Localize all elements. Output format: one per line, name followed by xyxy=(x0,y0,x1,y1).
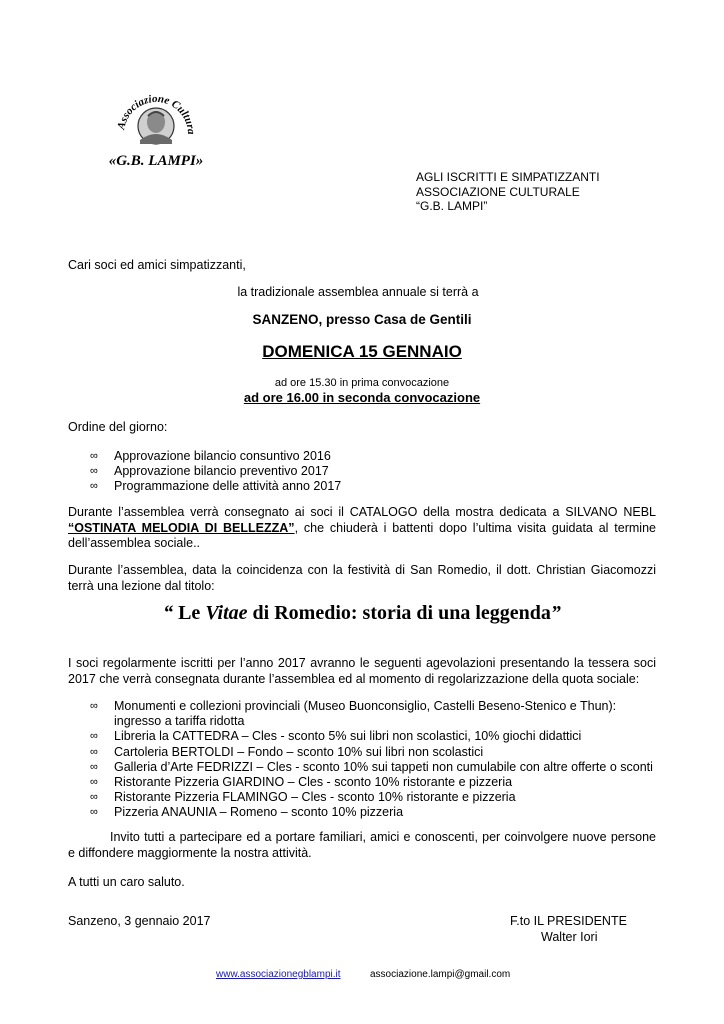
meeting-place: SANZENO, presso Casa de Gentili xyxy=(252,312,472,327)
list-item: ∞ Approvazione bilancio consuntivo 2016 xyxy=(90,449,331,463)
infinity-bullet-icon: ∞ xyxy=(90,745,98,758)
list-item: ∞ Programmazione delle attività anno 2017 xyxy=(90,479,342,494)
first-call: ad ore 15.30 in prima convocazione xyxy=(274,377,450,389)
list-item: ∞ Approvazione bilancio preventivo 2017 xyxy=(90,464,329,479)
infinity-bullet-icon: ∞ xyxy=(90,480,98,493)
salutation: Cari soci ed amici simpatizzanti, xyxy=(68,258,246,272)
recipient-line: “G.B. LAMPI” xyxy=(416,199,488,213)
list-item: ∞ Galleria d’Arte FEDRIZZI – Cles - sconto 10% sui tappeti non cumulabile con altre offerte o sconti xyxy=(90,759,653,774)
logo-portrait-icon xyxy=(96,82,216,162)
infinity-bullet-icon: ∞ xyxy=(90,700,98,712)
lecture-intro: Durante l’assemblea, data la coincidenza con la festività di San Romedio, il dott. Christian Giacomozzi terrà una lezione dal titolo: xyxy=(68,563,656,593)
infinity-bullet-icon: ∞ xyxy=(90,791,98,804)
list-item: ∞ Ristorante Pizzeria GIARDINO – Cles - sconto 10% ristorante e pizzeria xyxy=(90,775,513,790)
second-call: ad ore 16.00 in seconda convocazione xyxy=(243,390,481,405)
lecture-title: “ Le Vitae di Romedio: storia di una leggenda” xyxy=(163,602,561,624)
website-link[interactable]: www.associazionegblampi.it xyxy=(216,969,341,980)
list-item: ∞ Libreria la CATTEDRA – Cles - sconto 5% sui libri non scolastici, 10% giochi didattici xyxy=(90,729,582,744)
infinity-bullet-icon: ∞ xyxy=(90,806,98,819)
recipient-line: AGLI ISCRITTI E SIMPATIZZANTI xyxy=(416,170,600,184)
logo-arc-text: Associazione Cultura xyxy=(115,92,198,135)
email-address: associazione.lampi@gmail.com xyxy=(370,969,511,980)
list-item: ∞ Pizzeria ANAUNIA – Romeno – sconto 10% pizzeria xyxy=(90,805,404,820)
intro-text: la tradizionale assemblea annuale si terrà a xyxy=(237,285,479,299)
infinity-bullet-icon: ∞ xyxy=(90,760,98,773)
list-item: ∞ Cartoleria BERTOLDI – Fondo – sconto 10% sui libri non scolastici xyxy=(90,744,484,759)
invite-paragraph: Invito tutti a partecipare ed a portare familiari, amici e conoscenti, per coinvolgere nuove persone e diffondere maggiormente la nostra attività. xyxy=(68,830,656,860)
infinity-bullet-icon: ∞ xyxy=(90,450,98,462)
list-item: ∞ Monumenti e collezioni provinciali (Museo Buonconsiglio, Castelli Beseno-Stenico e Thun): ingresso a tariffa ridotta xyxy=(90,699,617,729)
logo-name: «G.B. LAMPI» xyxy=(108,153,204,169)
infinity-bullet-icon: ∞ xyxy=(90,776,98,789)
benefits-list xyxy=(90,699,656,821)
meeting-date: DOMENICA 15 GENNAIO xyxy=(262,342,462,361)
infinity-bullet-icon: ∞ xyxy=(90,730,98,743)
catalog-title: “OSTINATA MELODIA DI BELLEZZA” xyxy=(68,520,295,535)
benefits-intro: I soci regolarmente iscritti per l’anno 2017 avranno le seguenti agevolazioni presentando la tessera soci 2017 che verrà consegnata durante l’assemblea ed al momento di regolarizzazione della quota sociale: xyxy=(68,656,656,686)
closing-greeting: A tutti un caro saluto. xyxy=(68,875,185,889)
recipient-line: ASSOCIAZIONE CULTURALE xyxy=(416,184,580,199)
list-item: ∞ Ristorante Pizzeria FLAMINGO – Cles - sconto 10% ristorante e pizzeria xyxy=(90,790,516,805)
recipient-block xyxy=(416,170,600,214)
agenda-title: Ordine del giorno: xyxy=(68,420,168,434)
place-date: Sanzeno, 3 gennaio 2017 xyxy=(68,914,211,928)
signature-name: Walter Iori xyxy=(541,930,598,944)
signature-title: F.to IL PRESIDENTE xyxy=(510,914,627,928)
infinity-bullet-icon: ∞ xyxy=(90,465,98,478)
agenda-list xyxy=(90,449,341,495)
catalog-paragraph: Durante l’assemblea verrà consegnato ai soci il CATALOGO della mostra dedicata a SILVANO NEBL “OSTINATA MELODIA DI BELLEZZA”, che chiuderà i battenti dopo l’ultima visita guidata al termine dell’assemblea sociale.. xyxy=(68,505,656,550)
